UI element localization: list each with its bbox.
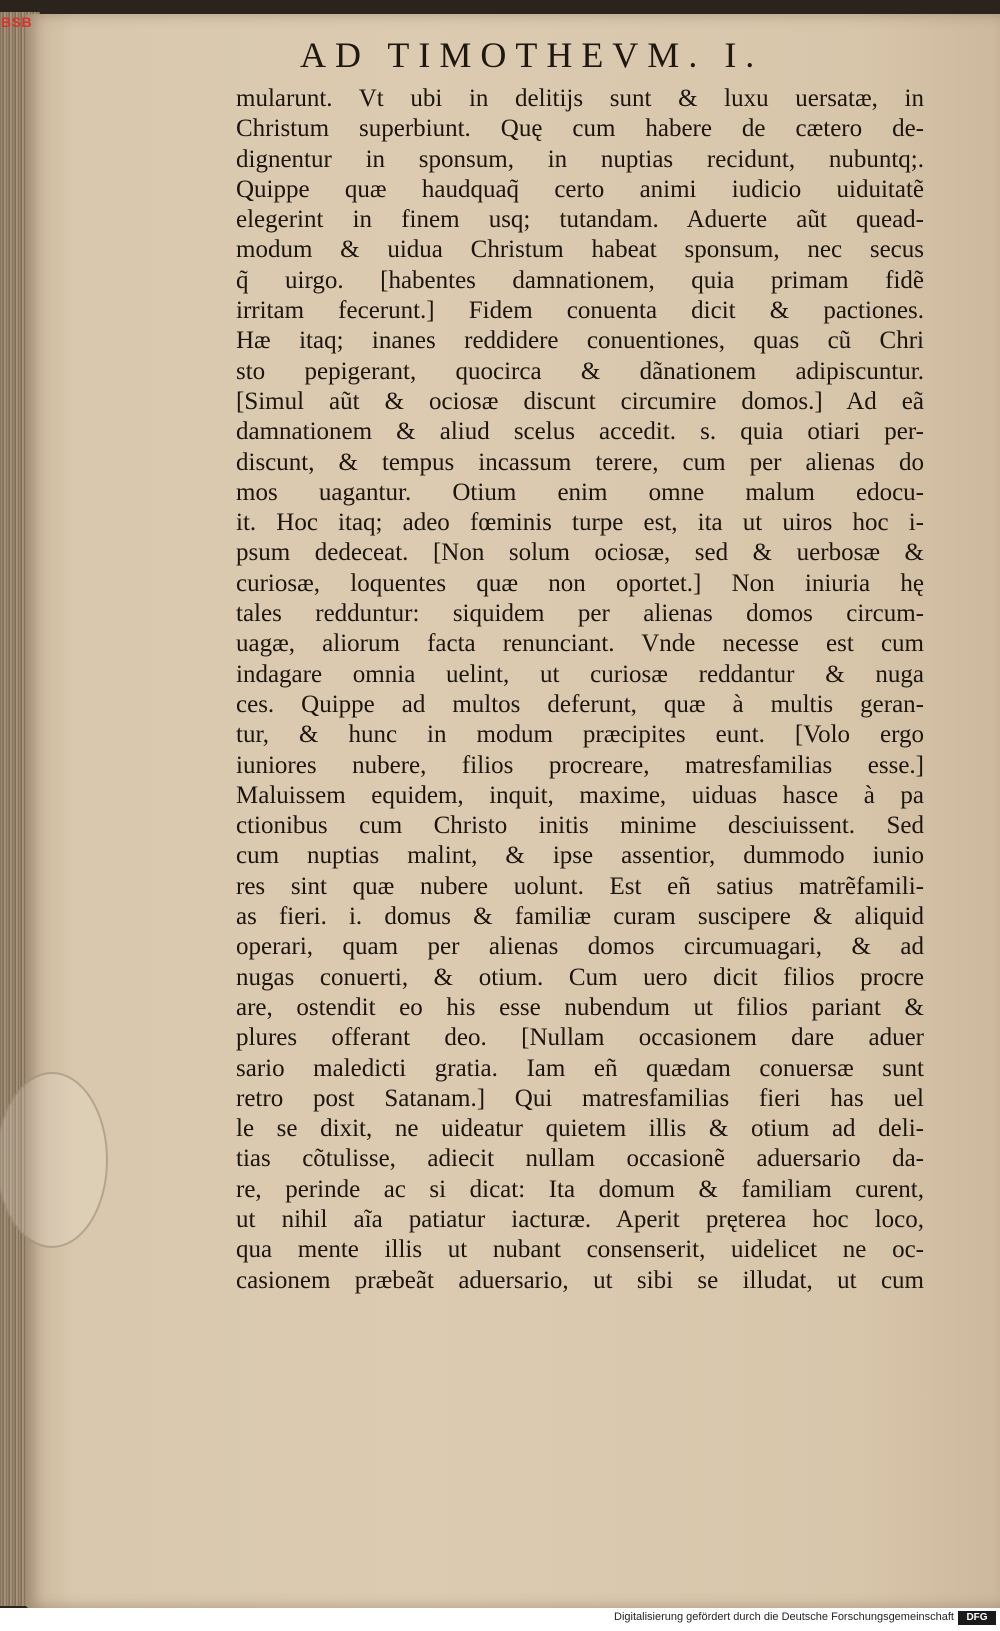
text-line: modum & uidua Christum habeat sponsum, nec secus [236,236,924,264]
text-line: uagæ, aliorum facta renunciant. Vnde necesse est cum [236,630,924,658]
text-line: ut nihil aĩa patiatur iacturæ. Aperit pręterea hoc loco, [236,1205,924,1233]
binding-clasp-mark [0,1072,108,1248]
text-line: Christum superbiunt. Quę cum habere de cætero de- [236,115,924,143]
text-line: irritam fecerunt.] Fidem conuenta dicit & pactiones. [236,297,924,325]
text-line: Maluissem equidem, inquit, maxime, uiduas hasce à pa [236,781,924,809]
text-line: mularunt. Vt ubi in delitijs sunt & luxu uersatæ, in [236,85,924,112]
text-line: retro post Satanam.] Qui matresfamilias fieri has uel [236,1084,924,1112]
text-line: le se dixit, ne uideatur quietem illis & otium ad deli- [236,1115,924,1143]
text-line: re, perinde ac si dicat: Ita domum & familiam curent, [236,1175,924,1203]
text-line: ces. Quippe ad multos deferunt, quæ à multis geran- [236,690,924,718]
text-line: plures offerant deo. [Nullam occasionem dare aduer [236,1024,924,1052]
text-line: tales redduntur: siquidem per alienas domos circum- [236,600,924,628]
text-line: sto pepigerant, quocirca & dãnationem adipiscuntur. [236,357,924,385]
text-line: are, ostendit eo his esse nubendum ut filios pariant & [236,993,924,1021]
text-line: mos uagantur. Otium enim omne malum edocu- [236,478,924,506]
text-line: operari, quam per alienas domos circumuagari, & ad [236,933,924,961]
text-line: curiosæ, loquentes quæ non oportet.] Non iniuria hę [236,569,924,597]
text-line: discunt, & tempus incassum terere, cum per alienas do [236,448,924,476]
library-mark: BSB [1,14,33,30]
text-line: as fieri. i. domus & familiæ curam suscipere & aliquid [236,903,924,931]
running-header: AD TIMOTHEVM. I. [300,35,764,75]
text-line: it. Hoc itaq; adeo fœminis turpe est, ita ut uiros hoc i- [236,509,924,537]
text-line: ctionibus cum Christo initis minime desciuissent. Sed [236,812,924,840]
text-line: cum nuptias malint, & ipse assentior, dummodo iunio [236,842,924,870]
text-line: tur, & hunc in modum præcipites eunt. [Volo ergo [236,721,924,749]
dfg-logo: DFG [958,1611,996,1625]
text-line: elegerint in finem usq; tutandam. Aduerte aũt quead- [236,206,924,234]
text-line: Quippe quæ haudquaq̃ certo animi iudicio uiduitatẽ [236,175,924,203]
text-line: [Simul aũt & ociosæ discunt circumire domos.] Ad eã [236,387,924,415]
funding-note: Digitalisierung gefördert durch die Deutsche Forschungsgemeinschaft [614,1611,954,1623]
text-block [236,84,924,1296]
text-line: damnationem & aliud scelus accedit. s. quia otiari per- [236,418,924,446]
text-line: res sint quæ nubere uolunt. Est eñ satius matrẽfamili- [236,872,924,900]
text-line: indagare omnia uelint, ut curiosæ reddantur & nuga [236,660,924,688]
text-line: iuniores nubere, filios procreare, matresfamilias esse.] [236,751,924,779]
text-line: qua mente illis ut nubant consenserit, uidelicet ne oc- [236,1236,924,1264]
text-line: nugas conuerti, & otium. Cum uero dicit filios procre [236,963,924,991]
text-line: dignentur in sponsum, in nuptias recidunt, nubuntq;. [236,145,924,173]
text-line: tias cõtulisse, adiecit nullam occasionẽ aduersario da- [236,1145,924,1173]
text-line: Hæ itaq; inanes reddidere conuentiones, quas cũ Chri [236,327,924,355]
text-line: casionem præbeãt aduersario, ut sibi se illudat, ut cum [236,1266,924,1294]
text-line: q̃ uirgo. [habentes damnationem, quia primam fidẽ [236,266,924,294]
text-line: psum dedeceat. [Non solum ociosæ, sed & uerbosæ & [236,539,924,567]
text-line: sario maledicti gratia. Iam eñ quædam conuersæ sunt [236,1054,924,1082]
